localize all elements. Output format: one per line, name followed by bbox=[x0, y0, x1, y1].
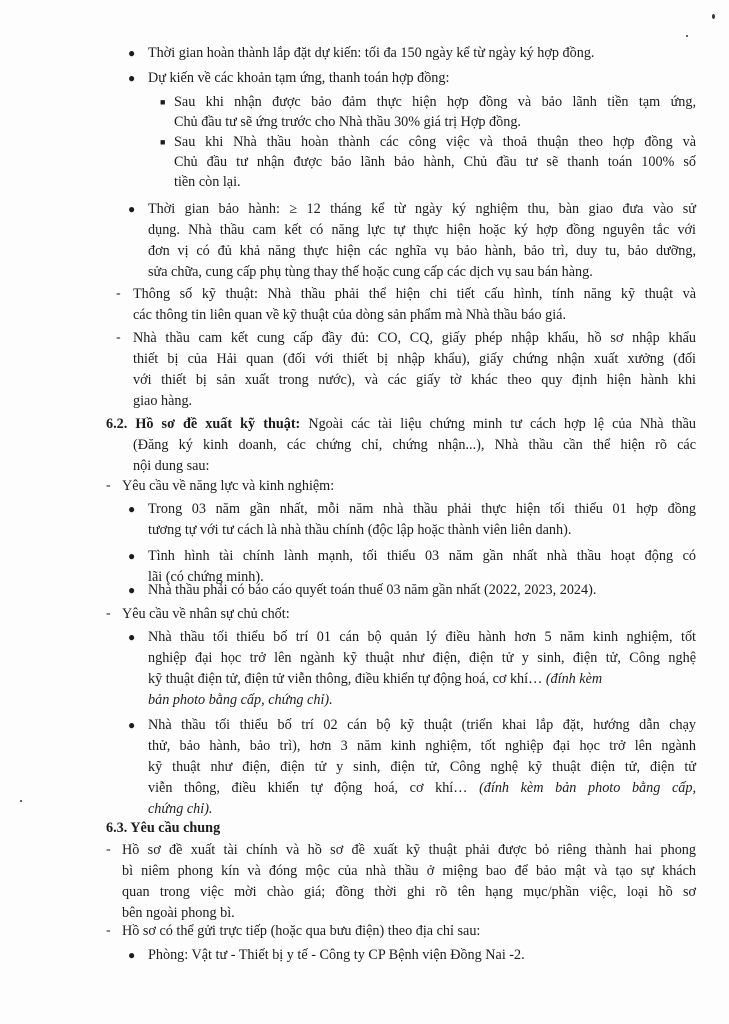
text-line: Trong 03 năm gần nhất, mỗi năm nhà thầu phải thực hiện tối thiểu 01 hợp đồng bbox=[148, 501, 696, 517]
section-heading: 6.3. Yêu cầu chung bbox=[106, 820, 221, 836]
text-line: thiết bị của Hải quan (đối với thiết bị nhập khẩu), giấy chứng nhận xuất xưởng (đối bbox=[133, 351, 696, 367]
text-line: Tình hình tài chính lành mạnh, tối thiểu 03 năm gần nhất nhà thầu hoạt động có bbox=[148, 548, 696, 564]
text-line: giao hàng. bbox=[133, 393, 193, 409]
italic-note: (đính kèm bản photo bằng cấp, bbox=[479, 780, 697, 796]
bullet-marker: ● bbox=[128, 630, 136, 644]
text-span: Ngoài các tài liệu chứng minh tư cách hợp lệ của Nhà thầu bbox=[300, 416, 696, 432]
section-6-2-line bbox=[106, 414, 696, 434]
text-span: viễn thông, điều khiển tự động hoá, cơ khí… bbox=[148, 780, 480, 796]
text-line: Hồ sơ đề xuất tài chính và hồ sơ đề xuất kỹ thuật phải được bỏ riêng thành hai phong bbox=[122, 842, 696, 858]
text-line: lãi (có chứng minh). bbox=[148, 569, 264, 585]
text-line: Nhà thầu phải có báo cáo quyết toán thuế 03 năm gần nhất (2022, 2023, 2024). bbox=[148, 582, 597, 598]
text-line: thử, bảo hành, bảo trì), hơn 3 năm kinh nghiệm, tốt nghiệp đại học trở lên ngành bbox=[148, 738, 696, 754]
text-line: quan trong việc mời chào giá; đồng thời ghi rõ tên hạng mục/phần việc, loại hồ sơ bbox=[122, 884, 696, 900]
text-line: Thời gian bảo hành: ≥ 12 tháng kể từ ngày ký nghiệm thu, bàn giao đưa vào sử bbox=[148, 201, 696, 217]
text-line: Phòng: Vật tư - Thiết bị y tế - Công ty CP Bệnh viện Đồng Nai -2. bbox=[148, 947, 525, 963]
text-line: Sau khi nhận được bảo đảm thực hiện hợp đồng và bảo lãnh tiền tạm ứng, bbox=[174, 94, 696, 110]
dash-marker: - bbox=[106, 478, 111, 493]
bullet-marker: ● bbox=[128, 549, 136, 563]
bullet-marker: ● bbox=[128, 202, 136, 216]
text-line: tiền còn lại. bbox=[174, 174, 241, 190]
text-line: Nhà thầu tối thiểu bố trí 02 cán bộ kỹ thuật (triển khai lắp đặt, hướng dẫn chạy bbox=[148, 717, 696, 733]
text-line: dụng. Nhà thầu cam kết có năng lực tự thực hiện hoặc ký hợp đồng nguyên tắc với bbox=[148, 222, 696, 238]
text-line: Nhà thầu tối thiểu bố trí 01 cán bộ quản lý điều hành hơn 5 năm kinh nghiệm, tốt bbox=[148, 629, 696, 645]
text-line: Thời gian hoàn thành lắp đặt dự kiến: tối đa 150 ngày kể từ ngày ký hợp đồng. bbox=[148, 45, 595, 61]
text-line: bì niêm phong kín và đóng mộc của nhà thầu ở miệng bao để bảo mật và tạo sự khách bbox=[122, 863, 696, 879]
text-line: sửa chữa, cung cấp phụ tùng thay thế hoặc cung cấp các dịch vụ sau bán hàng. bbox=[148, 264, 593, 280]
bullet-marker: ● bbox=[128, 583, 136, 597]
bullet-marker: ● bbox=[128, 71, 136, 85]
bullet-marker: ● bbox=[128, 502, 136, 516]
bullet-marker: ● bbox=[128, 948, 136, 962]
text-line: (Đăng ký kinh doanh, các chứng chỉ, chứng nhận...), Nhà thầu cần thể hiện rõ các bbox=[133, 437, 696, 453]
dash-marker: - bbox=[106, 923, 111, 938]
dash-marker: - bbox=[106, 606, 111, 621]
text-line bbox=[148, 778, 696, 798]
text-line: Chủ đầu tư sẽ ứng trước cho Nhà thầu 30% giá trị Hợp đồng. bbox=[174, 114, 521, 130]
italic-note: chứng chỉ). bbox=[148, 801, 213, 817]
scan-speck bbox=[686, 35, 688, 37]
text-line: Sau khi Nhà thầu hoàn thành các công việc và thoả thuận theo hợp đồng và bbox=[174, 134, 696, 150]
text-line: Dự kiến về các khoản tạm ứng, thanh toán hợp đồng: bbox=[148, 70, 450, 86]
dash-marker: - bbox=[106, 842, 111, 857]
italic-note: bản photo bằng cấp, chứng chỉ). bbox=[148, 692, 333, 708]
dash-marker: - bbox=[116, 286, 121, 301]
text-line: đơn vị có đủ khả năng thực hiện các nghĩa vụ bảo hành, bảo trì, duy tu, bảo dưỡng, bbox=[148, 243, 696, 259]
bullet-marker: ● bbox=[128, 46, 136, 60]
bullet-marker: ● bbox=[128, 718, 136, 732]
text-line: Yêu cầu về năng lực và kinh nghiệm: bbox=[122, 478, 335, 494]
text-line: Nhà thầu cam kết cung cấp đầy đủ: CO, CQ, giấy phép nhập khẩu, hồ sơ nhập khẩu bbox=[133, 330, 696, 346]
square-marker: ■ bbox=[160, 137, 166, 147]
text-line: kỹ thuật như điện, điện tử y sinh, điện tử, Công nghệ kỹ thuật điện tử, điện tử bbox=[148, 759, 696, 775]
text-span: kỹ thuật điện tử, điện tử viễn thông, điều khiển tự động hoá, cơ khí… bbox=[148, 671, 546, 687]
text-line: Thông số kỹ thuật: Nhà thầu phải thể hiện chi tiết cấu hình, tính năng kỹ thuật và bbox=[133, 286, 696, 302]
text-line bbox=[148, 669, 602, 689]
italic-note: (đính kèm bbox=[545, 671, 603, 687]
text-line: nghiệp đại học trở lên ngành kỹ thuật như điện, điện tử y sinh, điện tử, Công nghệ bbox=[148, 650, 696, 666]
text-line: các thông tin liên quan về kỹ thuật của dòng sản phẩm mà Nhà thầu báo giá. bbox=[133, 307, 566, 323]
text-line: bên ngoài phong bì. bbox=[122, 905, 235, 921]
text-line: Hồ sơ có thể gửi trực tiếp (hoặc qua bưu điện) theo địa chỉ sau: bbox=[122, 923, 481, 939]
scan-speck bbox=[712, 14, 715, 19]
text-line: với thiết bị sản xuất trong nước), và các giấy tờ khác theo quy định hiện hành khi bbox=[133, 372, 696, 388]
square-marker: ■ bbox=[160, 97, 166, 107]
section-heading: 6.2. Hồ sơ đề xuất kỹ thuật: bbox=[106, 416, 301, 432]
text-line: nội dung sau: bbox=[133, 458, 210, 474]
scan-speck bbox=[20, 800, 22, 802]
text-line: Yêu cầu về nhân sự chủ chốt: bbox=[122, 606, 290, 622]
dash-marker: - bbox=[116, 330, 121, 345]
text-line: tương tự với tư cách là nhà thầu chính (độc lập hoặc thành viên liên danh). bbox=[148, 522, 572, 538]
text-line: Chủ đầu tư nhận được bảo lãnh bảo hành, Chủ đầu tư sẽ thanh toán 100% số bbox=[174, 154, 696, 170]
